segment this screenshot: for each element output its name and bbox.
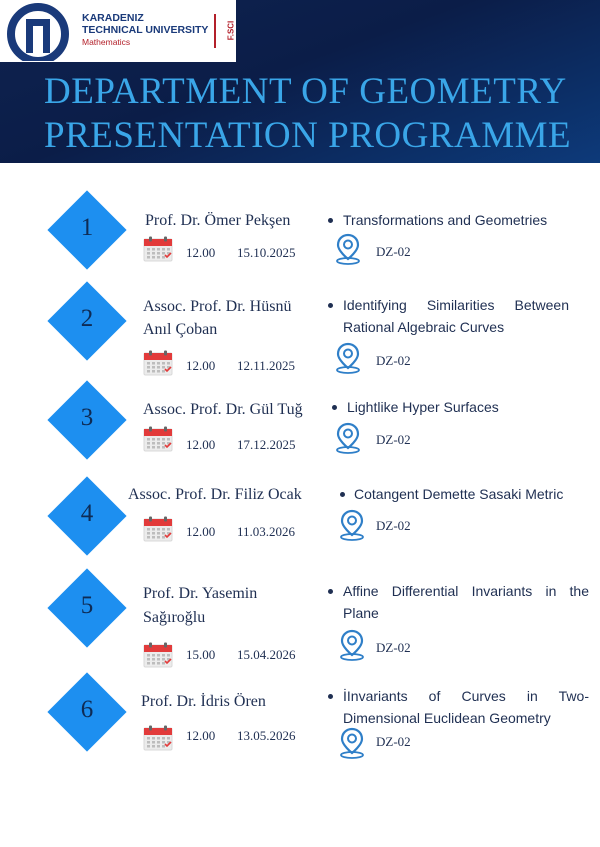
speaker-name: Prof. Dr. İdris Ören [141,693,266,710]
topic-title: Affine Differential Invariants in the Plane [343,583,589,621]
session-time: 15.00 [186,647,216,662]
session-time: 12.00 [186,524,216,539]
session-number: 5 [80,592,94,619]
room-label: DZ-02 [376,432,411,447]
calendar-icon [143,516,173,542]
session-time: 12.00 [186,245,216,260]
location-pin-icon [334,422,362,454]
session-number: 3 [80,404,94,431]
logo-divider [214,14,216,48]
topic-title: Transformations and Geometries [343,212,548,228]
session-date: 15.04.2026 [237,647,296,662]
speaker-name: Assoc. Prof. Dr. Gül Tuğ [143,401,303,418]
topic-bullet [328,218,333,223]
session-time: 12.00 [186,437,216,452]
calendar-icon [143,642,173,668]
location-pin-icon [334,342,362,374]
topic-bullet [328,694,333,699]
session-number: 6 [80,696,94,723]
logo-department: Mathematics [82,37,131,47]
topic-title: Cotangent Demette Sasaki Metric [354,486,564,502]
page-title-line-1: DEPARTMENT OF GEOMETRY [44,71,567,112]
session-date: 12.11.2025 [237,358,296,373]
location-pin-icon [334,233,362,265]
calendar-icon [143,236,173,262]
topic-bullet [328,589,333,594]
session-number: 1 [80,214,94,241]
logo-faculty: F.SCI [226,20,236,41]
topic-bullet [332,405,337,410]
ktu-emblem-icon [6,3,70,61]
room-label: DZ-02 [376,640,411,655]
room-label: DZ-02 [376,734,411,749]
calendar-icon [143,426,173,452]
topic-title: Identifying Similarities Between Rational Algebraic Curves [343,297,569,335]
logo-university-name-1: KARADENIZ [82,12,144,24]
location-pin-icon [338,509,366,541]
speaker-name: Prof. Dr. Yasemin [143,585,258,602]
topic-title: İInvariants of Curves in Two-Dimensional Euclidean Geometry [343,688,589,726]
speaker-name-continued: Sağıroğlu [143,609,206,626]
university-logo [0,0,236,62]
room-label: DZ-02 [376,353,411,368]
speaker-name-continued: Anıl Çoban [143,321,218,338]
speaker-name: Prof. Dr. Ömer Pekşen [145,212,291,229]
session-date: 11.03.2026 [237,524,296,539]
session-number: 2 [80,305,94,332]
session-date: 15.10.2025 [237,245,296,260]
calendar-icon [143,725,173,751]
page-title-line-2: PRESENTATION PROGRAMME [44,115,572,156]
header-banner [0,0,600,163]
speaker-name: Assoc. Prof. Dr. Filiz Ocak [128,486,302,503]
session-time: 12.00 [186,728,216,743]
room-label: DZ-02 [376,244,411,259]
location-pin-icon [338,629,366,661]
location-pin-icon [338,727,366,759]
topic-title: Lightlike Hyper Surfaces [347,399,499,415]
session-date: 13.05.2026 [237,728,296,743]
session-date: 17.12.2025 [237,437,296,452]
room-label: DZ-02 [376,518,411,533]
logo-university-name-2: TECHNICAL UNIVERSITY [82,24,209,36]
topic-bullet [340,492,345,497]
speaker-name: Assoc. Prof. Dr. Hüsnü [143,298,292,315]
session-time: 12.00 [186,358,216,373]
calendar-icon [143,350,173,376]
topic-bullet [328,303,333,308]
session-number: 4 [80,500,94,527]
